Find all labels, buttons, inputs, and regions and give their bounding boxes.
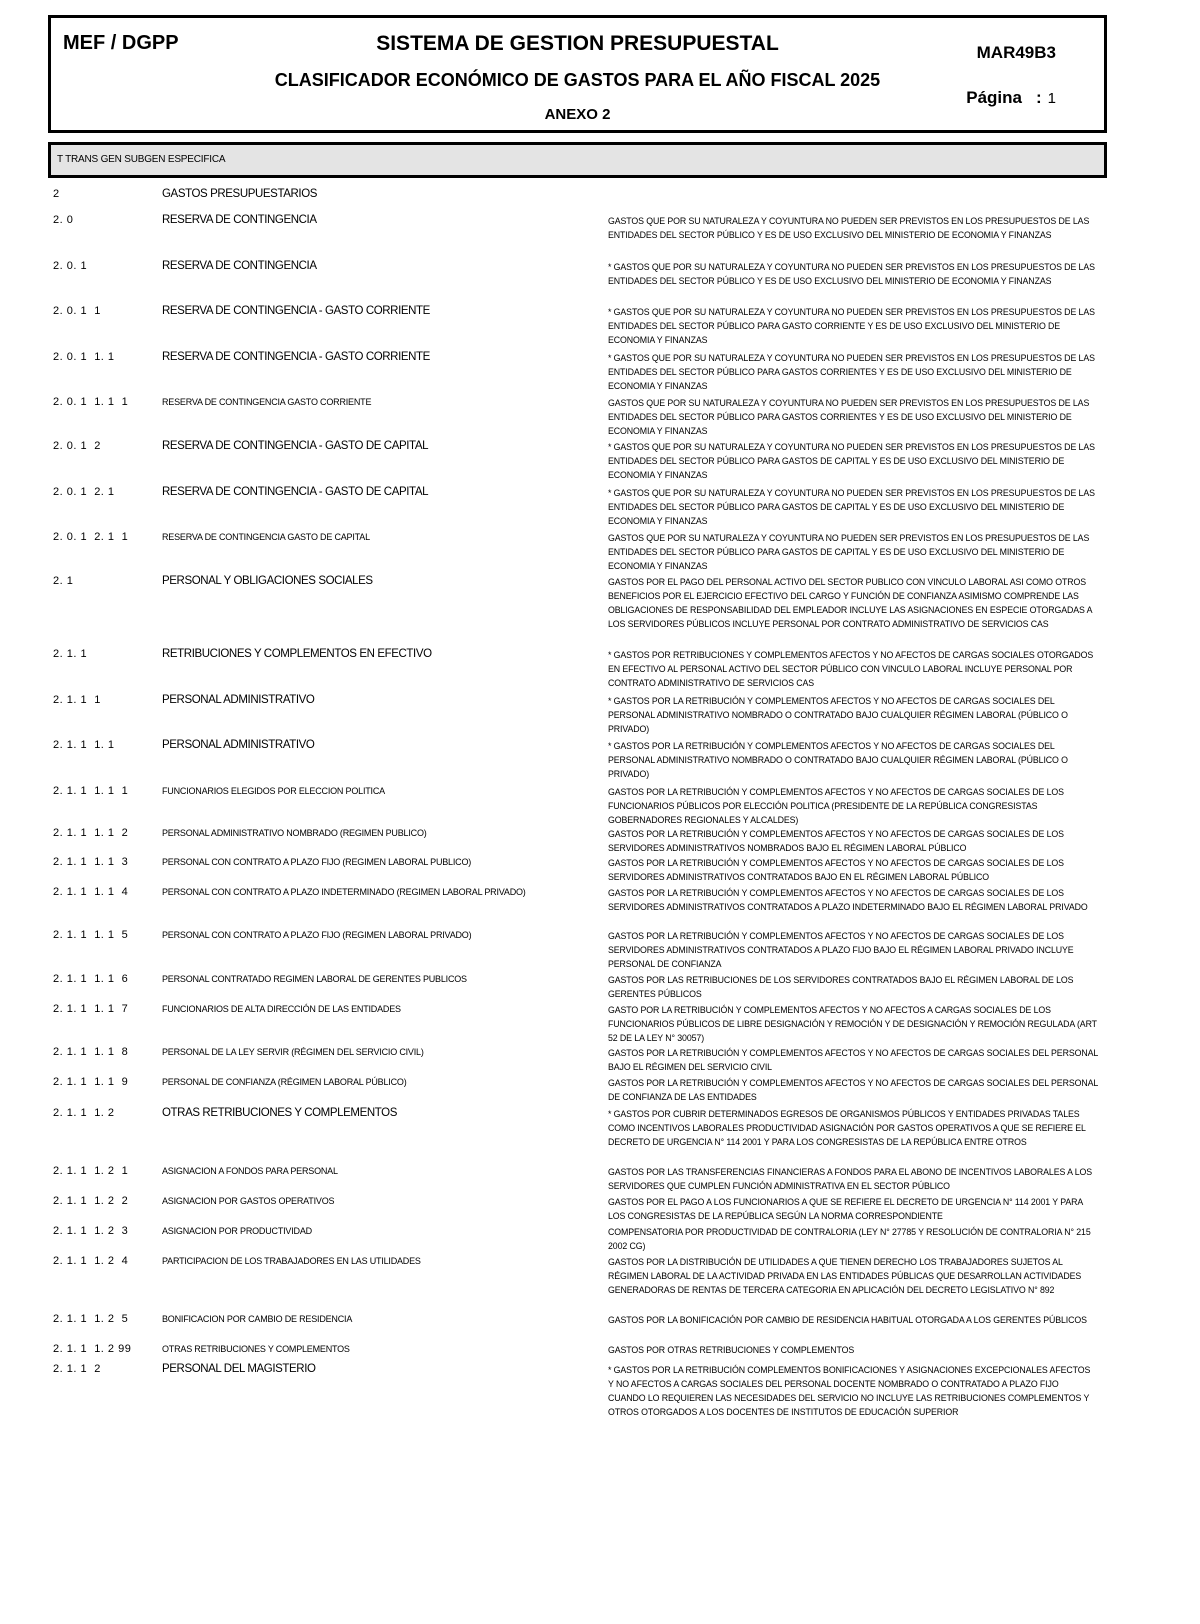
page-label: Página xyxy=(966,88,1022,107)
classifier-description: * GASTOS QUE POR SU NATURALEZA Y COYUNTURA NO PUEDEN SER PREVISTOS EN LOS PRESUPUESTOS DE LAS ENTIDADES DEL SECTOR PÚBLICO Y ES DE USO EXCLUSIVO DEL MINISTERIO DE ECONOMIA Y FINANZAS xyxy=(608,262,1095,286)
classifier-name: PERSONAL ADMINISTRATIVO NOMBRADO (REGIMEN PUBLICO) xyxy=(162,828,427,838)
classifier-description: GASTOS QUE POR SU NATURALEZA Y COYUNTURA NO PUEDEN SER PREVISTOS EN LOS PRESUPUESTOS DE LAS ENTIDADES DEL SECTOR PÚBLICO PARA GASTOS CORRIENTES Y ES DE USO EXCLUSIVO DEL MINISTERIO DE ECONOMIA Y FINANZAS xyxy=(608,398,1090,436)
classifier-description: GASTOS POR LA RETRIBUCIÓN Y COMPLEMENTOS AFECTOS Y NO AFECTOS DE CARGAS SOCIALES DEL PERSONAL BAJO EL RÉGIMEN DEL SERVICIO CIVIL xyxy=(608,1048,1098,1072)
classifier-name: RESERVA DE CONTINGENCIA - GASTO CORRIENTE xyxy=(162,305,430,317)
classifier-description: GASTOS POR LA DISTRIBUCIÓN DE UTILIDADES A QUE TIENEN DERECHO LOS TRABAJADORES SUJETOS AL RÉGIMEN LABORAL DE LA ACTIVIDAD PRIVADA EN LAS ENTIDADES PÚBLICAS QUE DESARROLLAN ACTIVIDADES GENERADORAS DE RENTAS DE TERCERA CATEGORIA EN APLICACIÓN DEL DECRETO LEGISLATIVO N° 892 xyxy=(608,1257,1082,1295)
classifier-description: * GASTOS POR LA RETRIBUCIÓN Y COMPLEMENTOS AFECTOS Y NO AFECTOS DE CARGAS SOCIALES DEL PERSONAL ADMINISTRATIVO NOMBRADO O CONTRATADO BAJO CUALQUIER RÉGIMEN LABORAL (PÚBLICO O PRIVADO) xyxy=(608,696,1068,734)
classifier-code: 2. 1. 1 1. 1 7 xyxy=(53,1003,129,1015)
classifier-description: GASTOS POR LA RETRIBUCIÓN Y COMPLEMENTOS AFECTOS Y NO AFECTOS DE CARGAS SOCIALES DE LOS SERVIDORES ADMINISTRATIVOS CONTRATADOS A PLAZO INDETERMINADO BAJO EL RÉGIMEN LABORAL PRIVADO xyxy=(608,888,1088,912)
classifier-code: 2. 1. 1 1. 2 99 xyxy=(53,1343,132,1355)
classifier-code: 2. 1. 1 1. 1 4 xyxy=(53,886,129,898)
classifier-name: RESERVA DE CONTINGENCIA - GASTO CORRIENTE xyxy=(162,351,430,363)
classifier-name: PARTICIPACION DE LOS TRABAJADORES EN LAS UTILIDADES xyxy=(162,1256,421,1266)
classifier-description: * GASTOS QUE POR SU NATURALEZA Y COYUNTURA NO PUEDEN SER PREVISTOS EN LOS PRESUPUESTOS DE LAS ENTIDADES DEL SECTOR PÚBLICO PARA GASTOS CORRIENTES Y ES DE USO EXCLUSIVO DEL MINISTERIO DE ECONOMIA Y FINANZAS xyxy=(608,353,1095,391)
classifier-description: GASTOS QUE POR SU NATURALEZA Y COYUNTURA NO PUEDEN SER PREVISTOS EN LOS PRESUPUESTOS DE LAS ENTIDADES DEL SECTOR PÚBLICO PARA GASTOS DE CAPITAL Y ES DE USO EXCLUSIVO DEL MINISTERIO DE ECONOMIA Y FINANZAS xyxy=(608,533,1090,571)
classifier-code: 2. 1. 1 1. 1 8 xyxy=(53,1046,129,1058)
classifier-description: GASTOS POR LA RETRIBUCIÓN Y COMPLEMENTOS AFECTOS Y NO AFECTOS DE CARGAS SOCIALES DE LOS SERVIDORES ADMINISTRATIVOS CONTRATADOS BAJO EN EL RÉGIMEN LABORAL PÚBLICO xyxy=(608,858,1064,882)
classifier-name: PERSONAL DEL MAGISTERIO xyxy=(162,1363,316,1375)
classifier-name: OTRAS RETRIBUCIONES Y COMPLEMENTOS xyxy=(162,1107,397,1119)
classifier-description: GASTOS POR LAS TRANSFERENCIAS FINANCIERAS A FONDOS PARA EL ABONO DE INCENTIVOS LABORALES A LOS SERVIDORES QUE CUMPLEN FUNCIÓN ADMINISTRATIVA EN EL SECTOR PÚBLICO xyxy=(608,1167,1093,1191)
classifier-description: GASTOS POR EL PAGO A LOS FUNCIONARIOS A QUE SE REFIERE EL DECRETO DE URGENCIA N° 114 2001 Y PARA LOS CONGRESISTAS DE LA REPÚBLICA SEGÚN LA NORMA CORRESPONDIENTE xyxy=(608,1197,1083,1221)
classifier-name: PERSONAL Y OBLIGACIONES SOCIALES xyxy=(162,575,373,587)
classifier-name: PERSONAL CONTRATADO REGIMEN LABORAL DE GERENTES PUBLICOS xyxy=(162,974,467,984)
classifier-code: 2. 1. 1 1. 1 5 xyxy=(53,929,129,941)
classifier-code: 2. 0. 1 1. 1 1 xyxy=(53,396,129,408)
classifier-code: 2. 0. 1 2 xyxy=(53,440,101,452)
classifier-name: ASIGNACION POR PRODUCTIVIDAD xyxy=(162,1226,312,1236)
classifier-name: ASIGNACION POR GASTOS OPERATIVOS xyxy=(162,1196,335,1206)
classifier-description: * GASTOS POR RETRIBUCIONES Y COMPLEMENTOS AFECTOS Y NO AFECTOS DE CARGAS SOCIALES OTORGADOS EN EFECTIVO AL PERSONAL ACTIVO DEL SECTOR PÚBLICO CON VINCULO LABORAL INCLUYE PERSONAL POR CONTRATO ADMINISTRATIVO DE SERVICIOS CAS xyxy=(608,650,1094,688)
classifier-name: RESERVA DE CONTINGENCIA xyxy=(162,260,317,272)
classifier-name: GASTOS PRESUPUESTARIOS xyxy=(162,188,318,200)
classifier-description: GASTOS POR OTRAS RETRIBUCIONES Y COMPLEMENTOS xyxy=(608,1345,855,1355)
classifier-name: RESERVA DE CONTINGENCIA - GASTO DE CAPITAL xyxy=(162,486,429,498)
classifier-description: * GASTOS POR LA RETRIBUCIÓN Y COMPLEMENTOS AFECTOS Y NO AFECTOS DE CARGAS SOCIALES DEL PERSONAL ADMINISTRATIVO NOMBRADO O CONTRATADO BAJO CUALQUIER RÉGIMEN LABORAL (PÚBLICO O PRIVADO) xyxy=(608,741,1068,779)
classifier-description: GASTO POR LA RETRIBUCIÓN Y COMPLEMENTOS AFECTOS Y NO AFECTOS A CARGAS SOCIALES DE LOS FUNCIONARIOS PÚBLICOS DE LIBRE DESIGNACIÓN Y REMOCIÓN Y DE DESIGNACIÓN Y REMOCIÓN REGULADA (ART 52 DE LA LEY N° 30057) xyxy=(608,1005,1097,1043)
classifier-name: ASIGNACION A FONDOS PARA PERSONAL xyxy=(162,1166,338,1176)
classifier-description: GASTOS POR LA RETRIBUCIÓN Y COMPLEMENTOS AFECTOS Y NO AFECTOS DE CARGAS SOCIALES DE LOS SERVIDORES ADMINISTRATIVOS CONTRATADOS A PLAZO FIJO BAJO EL RÉGIMEN LABORAL PRIVADO INCLUYE PERSONAL DE CONFIANZA xyxy=(608,931,1074,969)
classifier-description: GASTOS POR LA RETRIBUCIÓN Y COMPLEMENTOS AFECTOS Y NO AFECTOS DE CARGAS SOCIALES DE LOS SERVIDORES ADMINISTRATIVOS NOMBRADOS BAJO EL RÉGIMEN LABORAL PÚBLICO xyxy=(608,829,1064,853)
classifier-name: BONIFICACION POR CAMBIO DE RESIDENCIA xyxy=(162,1314,353,1324)
classifier-description: COMPENSATORIA POR PRODUCTIVIDAD DE CONTRALORIA (LEY N° 27785 Y RESOLUCIÓN DE CONTRALORIA N° 215 2002 CG) xyxy=(608,1227,1091,1251)
classifier-code: 2. 1. 1 1. 2 4 xyxy=(53,1255,129,1267)
classifier-name: FUNCIONARIOS DE ALTA DIRECCIÓN DE LAS ENTIDADES xyxy=(162,1004,401,1014)
classifier-code: 2. 1. 1 2 xyxy=(53,1363,101,1375)
classifier-code: 2. 1. 1 1. 2 xyxy=(53,1107,115,1119)
classifier-code: 2. 1. 1 1. 1 xyxy=(53,739,115,751)
classifier-code: 2. 1. 1 1. 2 2 xyxy=(53,1195,129,1207)
classifier-code: 2. 1. 1 1. 1 9 xyxy=(53,1076,129,1088)
classifier-description: GASTOS POR LA BONIFICACIÓN POR CAMBIO DE RESIDENCIA HABITUAL OTORGADA A LOS GERENTES PÚBLICOS xyxy=(608,1315,1087,1325)
classifier-code: 2. 0. 1 xyxy=(53,260,88,272)
report-title: SISTEMA DE GESTION PRESUPUESTAL xyxy=(376,32,779,55)
classifier-code: 2. 0. 1 1 xyxy=(53,305,101,317)
classifier-description: GASTOS QUE POR SU NATURALEZA Y COYUNTURA NO PUEDEN SER PREVISTOS EN LOS PRESUPUESTOS DE LAS ENTIDADES DEL SECTOR PÚBLICO Y ES DE USO EXCLUSIVO DEL MINISTERIO DE ECONOMIA Y FINANZAS xyxy=(608,216,1090,240)
classifier-code: 2. 1. 1 1. 1 3 xyxy=(53,856,129,868)
classifier-code: 2. 0. 1 1. 1 xyxy=(53,351,115,363)
classifier-code: 2. 0. 1 2. 1 xyxy=(53,486,115,498)
classifier-name: PERSONAL DE CONFIANZA (RÉGIMEN LABORAL PÚBLICO) xyxy=(162,1077,407,1087)
classifier-name: FUNCIONARIOS ELEGIDOS POR ELECCION POLITICA xyxy=(162,786,385,796)
classifier-name: RESERVA DE CONTINGENCIA GASTO DE CAPITAL xyxy=(162,532,370,542)
classifier-code: 2. 1. 1 1. 1 6 xyxy=(53,973,129,985)
classifier-code: 2. 1 xyxy=(53,575,74,587)
classifier-name: OTRAS RETRIBUCIONES Y COMPLEMENTOS xyxy=(162,1344,350,1354)
classifier-name: PERSONAL CON CONTRATO A PLAZO FIJO (REGIMEN LABORAL PRIVADO) xyxy=(162,930,472,940)
page-number: 1 xyxy=(1047,90,1056,107)
classifier-name: RESERVA DE CONTINGENCIA xyxy=(162,214,317,226)
column-headers: T TRANS GEN SUBGEN ESPECIFICA xyxy=(57,154,226,165)
classifier-description: GASTOS POR LA RETRIBUCIÓN Y COMPLEMENTOS AFECTOS Y NO AFECTOS DE CARGAS SOCIALES DE LOS FUNCIONARIOS PÚBLICOS POR ELECCIÓN POLITICA (PRESIDENTE DE LA REPÚBLICA CONGRESISTAS GOBERNADORES REGIONALES Y ALCALDES) xyxy=(608,787,1064,825)
org-label: MEF / DGPP xyxy=(63,32,179,54)
classifier-description: * GASTOS POR CUBRIR DETERMINADOS EGRESOS DE ORGANISMOS PÚBLICOS Y ENTIDADES PRIVADAS TALES COMO INCENTIVOS LABORALES PRODUCTIVIDAD ASIGNACIÓN POR GASTOS OPERATIVOS A QUE SE REFIERE EL DECRETO DE URGENCIA N° 114 2001 Y PARA LOS CONGRESISTAS DE LA REPÚBLICA ENTRE OTROS xyxy=(608,1109,1086,1147)
classifier-name: PERSONAL DE LA LEY SERVIR (RÉGIMEN DEL SERVICIO CIVIL) xyxy=(162,1047,424,1057)
report-subtitle: CLASIFICADOR ECONÓMICO DE GASTOS PARA EL AÑO FISCAL 2025 xyxy=(274,70,881,90)
classifier-code: 2. 0 xyxy=(53,214,74,226)
report-code: MAR49B3 xyxy=(976,43,1056,62)
classifier-code: 2. 0. 1 2. 1 1 xyxy=(53,531,129,543)
classifier-name: RESERVA DE CONTINGENCIA GASTO CORRIENTE xyxy=(162,397,372,407)
page-separator: : xyxy=(1035,88,1042,107)
classifier-description: GASTOS POR LA RETRIBUCIÓN Y COMPLEMENTOS AFECTOS Y NO AFECTOS DE CARGAS SOCIALES DEL PERSONAL DE CONFIANZA DE LAS ENTIDADES xyxy=(608,1078,1098,1102)
classifier-code: 2. 1. 1 1. 2 1 xyxy=(53,1165,129,1177)
classifier-name: RETRIBUCIONES Y COMPLEMENTOS EN EFECTIVO xyxy=(162,648,432,660)
classifier-code: 2. 1. 1 1. 1 1 xyxy=(53,785,129,797)
classifier-code: 2. 1. 1 1. 1 2 xyxy=(53,827,129,839)
classifier-name: PERSONAL CON CONTRATO A PLAZO INDETERMINADO (REGIMEN LABORAL PRIVADO) xyxy=(162,887,526,897)
annex-label: ANEXO 2 xyxy=(544,106,611,123)
classifier-description: * GASTOS POR LA RETRIBUCIÓN COMPLEMENTOS BONIFICACIONES Y ASIGNACIONES EXCEPCIONALES AFECTOS Y NO AFECTOS A CARGAS SOCIALES DEL PERSONAL DOCENTE NOMBRADO O CONTRATADO A PLAZO FIJO CUANDO LO REQUIEREN LAS NECESIDADES DEL SERVICIO NO INCLUYE LAS RETRIBUCIONES COMPLEMENTOS Y OTROS OTORGADOS A LOS DOCENTES DE INSTITUTOS DE EDUCACIÓN SUPERIOR xyxy=(608,1365,1091,1417)
classifier-name: RESERVA DE CONTINGENCIA - GASTO DE CAPITAL xyxy=(162,440,429,452)
classifier-description: * GASTOS QUE POR SU NATURALEZA Y COYUNTURA NO PUEDEN SER PREVISTOS EN LOS PRESUPUESTOS DE LAS ENTIDADES DEL SECTOR PÚBLICO PARA GASTOS DE CAPITAL Y ES DE USO EXCLUSIVO DEL MINISTERIO DE ECONOMIA Y FINANZAS xyxy=(608,488,1095,526)
classifier-code: 2 xyxy=(53,188,60,200)
classifier-code: 2. 1. 1 1. 2 3 xyxy=(53,1225,129,1237)
classifier-name: PERSONAL ADMINISTRATIVO xyxy=(162,694,315,706)
classifier-description: GASTOS POR EL PAGO DEL PERSONAL ACTIVO DEL SECTOR PUBLICO CON VINCULO LABORAL ASI COMO OTROS BENEFICIOS POR EL EJERCICIO EFECTIVO DEL CARGO Y FUNCIÓN DE CONFIANZA ASIMISMO COMPRENDE LAS OBLIGACIONES DE RESPONSABILIDAD DEL EMPLEADOR INCLUYE LAS ASIGNACIONES EN ESPECIE OTORGADAS A LOS SERVIDORES PÚBLICOS INCLUYE PERSONAL POR CONTRATO ADMINISTRATIVO DE SERVICIOS CAS xyxy=(608,577,1092,629)
classifier-description: * GASTOS QUE POR SU NATURALEZA Y COYUNTURA NO PUEDEN SER PREVISTOS EN LOS PRESUPUESTOS DE LAS ENTIDADES DEL SECTOR PÚBLICO PARA GASTO CORRIENTE Y ES DE USO EXCLUSIVO DEL MINISTERIO DE ECONOMIA Y FINANZAS xyxy=(608,307,1095,345)
classifier-code: 2. 1. 1 1. 2 5 xyxy=(53,1313,129,1325)
classifier-name: PERSONAL ADMINISTRATIVO xyxy=(162,739,315,751)
classifier-description: * GASTOS QUE POR SU NATURALEZA Y COYUNTURA NO PUEDEN SER PREVISTOS EN LOS PRESUPUESTOS DE LAS ENTIDADES DEL SECTOR PÚBLICO PARA GASTOS DE CAPITAL Y ES DE USO EXCLUSIVO DEL MINISTERIO DE ECONOMIA Y FINANZAS xyxy=(608,442,1095,480)
classifier-code: 2. 1. 1 xyxy=(53,648,88,660)
classifier-name: PERSONAL CON CONTRATO A PLAZO FIJO (REGIMEN LABORAL PUBLICO) xyxy=(162,857,472,867)
classifier-code: 2. 1. 1 1 xyxy=(53,694,101,706)
classifier-description: GASTOS POR LAS RETRIBUCIONES DE LOS SERVIDORES CONTRATADOS BAJO EL RÉGIMEN LABORAL DE LOS GERENTES PÚBLICOS xyxy=(608,975,1074,999)
